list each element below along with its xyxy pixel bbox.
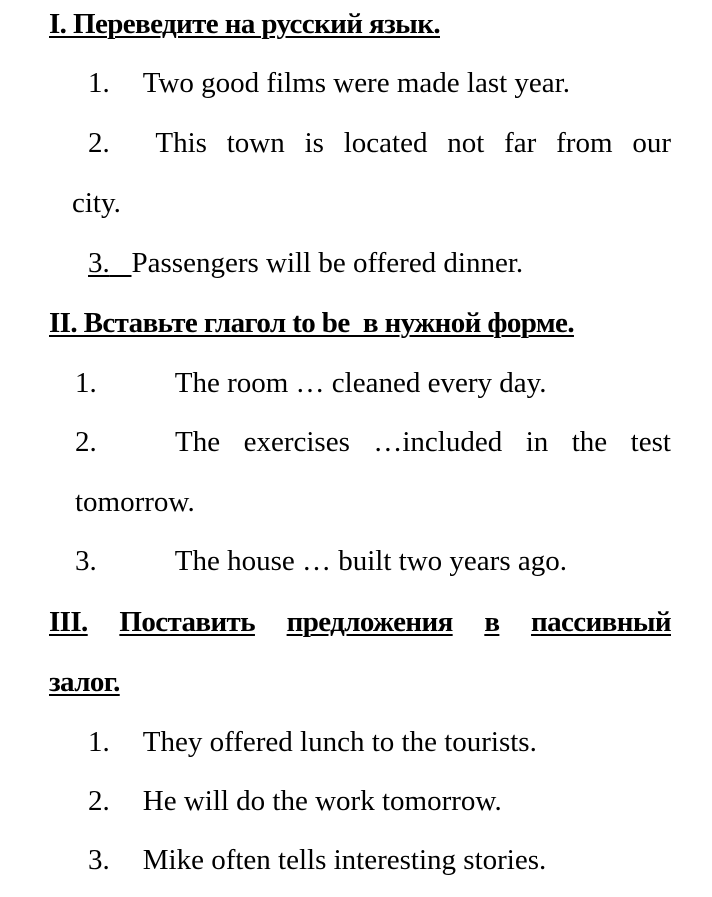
- heading-word: III.: [49, 606, 88, 638]
- item-word: not: [447, 127, 485, 159]
- list-item: [88, 129, 671, 158]
- section-2-heading: II. Вставьте глагол to be в нужной форме.: [49, 307, 574, 339]
- list-item: [88, 249, 523, 278]
- list-item: [88, 846, 546, 875]
- list-item: [88, 787, 502, 816]
- list-item-continuation: city.: [72, 187, 121, 219]
- item-text: The room … cleaned every day.: [174, 367, 547, 399]
- list-item: [75, 369, 546, 398]
- section-3-heading: [49, 608, 671, 637]
- heading-word: в: [484, 606, 500, 638]
- item-word: far: [504, 127, 537, 159]
- item-word: located: [343, 127, 428, 159]
- section-1-heading: I. Переведите на русский язык.: [49, 8, 440, 40]
- item-text: Two good films were made last year.: [142, 67, 570, 99]
- item-text: Mike often tells interesting stories.: [142, 844, 547, 876]
- item-number: 1.: [88, 726, 110, 758]
- heading-word: Поставить: [119, 606, 255, 638]
- item-text: They offered lunch to the tourists.: [142, 726, 537, 758]
- item-word: is: [304, 127, 324, 159]
- item-word: from: [556, 127, 613, 159]
- item-word: our: [632, 127, 671, 159]
- list-item: [88, 728, 537, 757]
- item-word: in: [525, 426, 549, 458]
- item-number: 2.: [88, 127, 110, 159]
- list-item: [88, 69, 570, 98]
- item-text: Passengers will be offered dinner.: [131, 247, 524, 279]
- item-word: exercises: [243, 426, 350, 458]
- item-word: the: [571, 426, 608, 458]
- list-item-continuation: tomorrow.: [75, 486, 195, 518]
- item-word: town: [226, 127, 285, 159]
- list-item: [75, 547, 567, 576]
- item-number: 1.: [88, 67, 110, 99]
- item-word: The: [175, 426, 221, 458]
- item-number: 3.: [75, 545, 97, 577]
- item-text: He will do the work tomorrow.: [142, 785, 502, 817]
- item-number: 2.: [75, 426, 97, 458]
- item-word: This: [155, 127, 207, 159]
- item-number: 2.: [88, 785, 110, 817]
- item-number: 3.: [88, 247, 110, 279]
- item-text: The house … built two years ago.: [174, 545, 567, 577]
- item-number: 3.: [88, 844, 110, 876]
- section-3-heading-continuation: залог.: [49, 666, 120, 698]
- item-number: 1.: [75, 367, 97, 399]
- heading-word: пассивный: [531, 606, 671, 638]
- item-word: …included: [373, 426, 503, 458]
- item-word: test: [630, 426, 671, 458]
- heading-word: предложения: [286, 606, 453, 638]
